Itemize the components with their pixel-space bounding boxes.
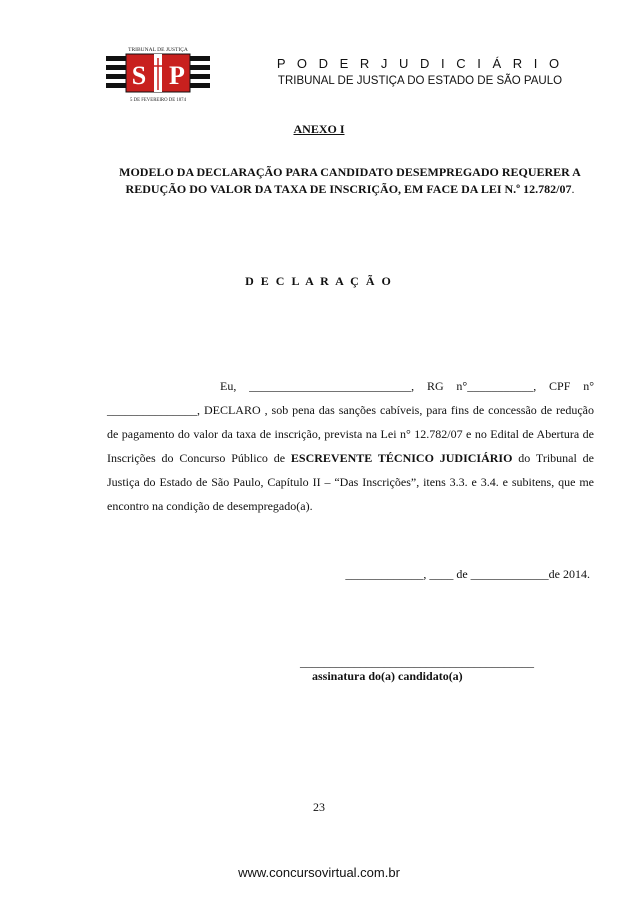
svg-text:S: S bbox=[131, 61, 147, 90]
model-title-text: MODELO DA DECLARAÇÃO PARA CANDIDATO DESEMPREGADO REQUERER A REDUÇÃO DO VALOR DA TAXA DE INSCRIÇÃO, EM FACE DA LEI N.º 12.782/07 bbox=[119, 165, 581, 196]
model-title-period: . bbox=[571, 182, 575, 196]
org-name: P O D E R J U D I C I Á R I O bbox=[276, 56, 564, 71]
logo-bottom-text: 5 DE FEVEREIRO DE 1874 bbox=[130, 98, 186, 103]
svg-text:P: P bbox=[169, 61, 185, 90]
body-text-2: do Tribunal de Justiça do Estado de São Paulo, Capítulo II – “Das Inscrições”, itens 3.3. e 3.4. e subitens, que me encontro na condição de desempregado(a). bbox=[107, 451, 594, 513]
annex-title: ANEXO I bbox=[293, 122, 345, 136]
signature-line: _______________________________________ bbox=[300, 655, 534, 669]
date-line: _____________, ____ de _____________de 2014. bbox=[345, 567, 590, 581]
logo-top-text: TRIBUNAL DE JUSTIÇA bbox=[128, 47, 188, 53]
signature-label: assinatura do(a) candidato(a) bbox=[312, 669, 463, 683]
page-number: 23 bbox=[313, 800, 325, 814]
declaration-title: D E C L A R A Ç Ã O bbox=[245, 274, 393, 288]
footer-url[interactable]: www.concursovirtual.com.br bbox=[238, 865, 400, 880]
body-text-1: Eu, ___________________________, RG n°___________, CPF n° _______________, DECLARO , sob pena das sanções cabíveis, para fins de concessão de redução de pagamento do valor da taxa de inscrição, prevista na Lei n° 12.782/07 e no Edital de Abertura de Inscrições do Concurso Público de bbox=[107, 379, 594, 465]
org-subtitle: TRIBUNAL DE JUSTIÇA DO ESTADO DE SÃO PAULO bbox=[277, 75, 563, 87]
model-title bbox=[100, 164, 600, 198]
body-bold-position: ESCREVENTE TÉCNICO JUDICIÁRIO bbox=[290, 451, 513, 465]
declaration-body bbox=[107, 374, 594, 518]
court-logo bbox=[104, 44, 212, 104]
